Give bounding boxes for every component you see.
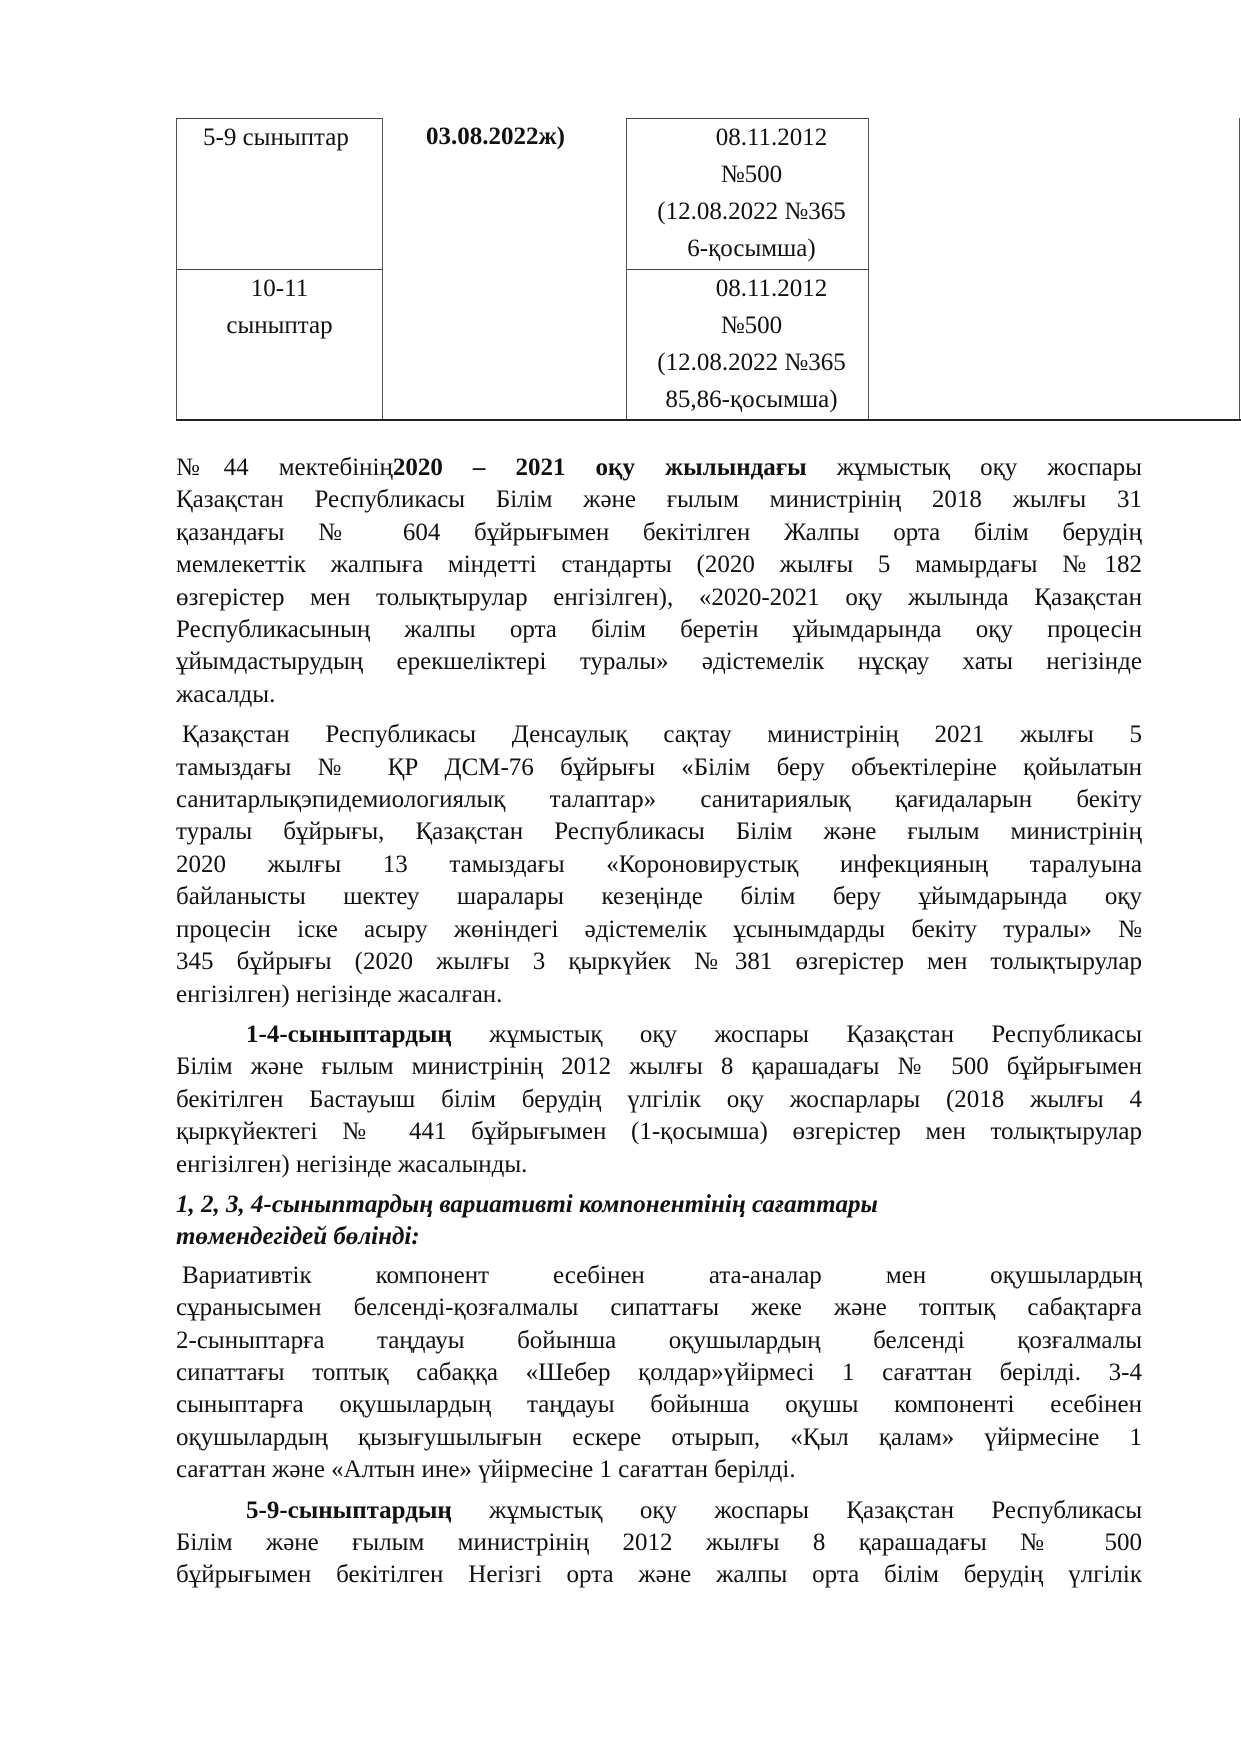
paragraph-health-ministry <box>176 719 1142 1011</box>
heading-line: 1, 2, 3, 4-сыныптардың вариативті компонентінің сағаттары <box>176 1190 878 1218</box>
order-reference <box>627 119 868 267</box>
text-line: Республикасының жалпы орта білім беретін ұйымдарында оқу процесін <box>176 616 1142 644</box>
bold-text: 5-9-сыныптардың <box>246 1496 452 1524</box>
text-line: 345 бұйрығы (2020 жылғы 3 қыркүйек №381 өзгерістер мен толықтырулар <box>176 948 1142 976</box>
text-line: Вариативтік компонент есебінен ата-аналар мен оқушылардың <box>182 1261 1142 1289</box>
text-line: сұранысымен белсенді-қозғалмалы сипаттағы жеке және топтық сабақтарға <box>176 1294 1142 1322</box>
table-bottom-border <box>176 419 1241 421</box>
grade-label <box>177 270 382 344</box>
text-run: №44 мектебінің <box>176 454 393 481</box>
table-cell-empty <box>869 118 1240 420</box>
grade-label: 5-9 сыныптар <box>203 124 349 151</box>
curriculum-table <box>176 118 1240 420</box>
text-line: өзгерістер мен толықтырулар енгізілген), «2020-2021 оқу жылында Қазақстан <box>176 583 1142 611</box>
order-line: 08.11.2012 <box>715 124 828 151</box>
text-line: Білім және ғылым министрінің 2012 жылғы 8 қарашадағы № 500 <box>176 1529 1142 1556</box>
text-line <box>176 1495 1142 1527</box>
text-line: сипаттағы топтық сабаққа «Шебер қолдар»үйірмесі 1 сағаттан берілді. 3-4 <box>176 1358 1142 1386</box>
table-cell-grade-10-11 <box>176 269 383 420</box>
text-line: қыркүйектегі № 441 бұйрығымен (1-қосымша) өзгерістер мен толықтырулар <box>176 1118 1142 1146</box>
document-body <box>176 452 1142 1600</box>
text-line: Білім және ғылым министрінің 2012 жылғы 8 қарашадағы № 500 бұйрығымен <box>176 1053 1142 1081</box>
text-line: жасалды. <box>176 680 276 708</box>
text-line <box>176 452 1142 484</box>
table-cell-grade-5-9 <box>176 118 383 269</box>
order-reference <box>627 270 868 418</box>
text-line: мемлекеттік жалпыға міндетті стандарты (2020 жылғы 5 мамырдағы №182 <box>176 551 1142 579</box>
text-line: енгізілген) негізінде жасалған. <box>176 980 503 1008</box>
date-note: 03.08.2022ж) <box>426 123 565 150</box>
order-line: №500 <box>720 312 783 339</box>
text-line: санитарлықэпидемиологиялық талаптар» санитариялық қағидаларын бекіту <box>176 786 1142 814</box>
paragraph-school-plan <box>176 452 1142 711</box>
text-line: Қазақстан Республикасы Білім және ғылым министрінің 2018 жылғы 31 <box>176 486 1142 514</box>
text-line: 2-сыныптарға таңдауы бойынша оқушылардың белсенді қозғалмалы <box>176 1326 1142 1354</box>
paragraph-grades-5-9 <box>176 1495 1142 1592</box>
text-line: ұйымдастырудың ерекшеліктері туралы» әдістемелік нұсқау хаты негізінде <box>176 648 1142 676</box>
text-line: қазандағы № 604 бұйрығымен бекітілген Жалпы орта білім берудің <box>176 518 1142 546</box>
text-line: Қазақстан Республикасы Денсаулық сақтау министрінің 2021 жылғы 5 <box>182 721 1142 749</box>
grade-line: сыныптар <box>226 312 333 339</box>
order-line: 85,86-қосымша) <box>665 386 838 413</box>
bold-text: 2020 – 2021 оқу жылындағы <box>392 454 807 481</box>
text-line: тамыздағы № ҚР ДСМ-76 бұйрығы «Білім беру объектілеріне қойылатын <box>176 753 1142 781</box>
heading-line: төмендегідей бөлінді: <box>176 1223 420 1251</box>
order-line: 6-қосымша) <box>687 235 816 262</box>
table-cell-date-note <box>383 118 626 420</box>
text-line: байланысты шектеу шаралары кезеңінде білім беру ұйымдарында оқу <box>176 883 1142 911</box>
order-line: (12.08.2022 №365 <box>657 198 846 225</box>
section-heading-variative <box>176 1189 1142 1254</box>
order-line: 08.11.2012 <box>715 275 828 302</box>
paragraph-grades-1-4 <box>176 1019 1142 1181</box>
text-line: сағаттан және «Алтын ине» үйірмесіне 1 сағаттан берілді. <box>176 1456 796 1484</box>
text-line: оқушылардың қызығушылығын ескере отырып, «Қыл қалам» үйірмесіне 1 <box>176 1423 1142 1451</box>
text-line <box>176 1019 1142 1051</box>
text-run: жұмыстық оқу жоспары <box>806 454 1142 481</box>
text-run: жұмыстық оқу жоспары Қазақстан Республикасы <box>451 1496 1142 1524</box>
text-line: 2020 жылғы 13 тамыздағы «Короновирустық инфекцияның таралуына <box>176 850 1142 878</box>
text-run: жұмыстық оқу жоспары Қазақстан Республикасы <box>451 1020 1142 1048</box>
text-line: бұйрығымен бекітілген Негізгі орта және жалпы орта білім берудің үлгілік <box>176 1561 1142 1589</box>
text-line: бекітілген Бастауыш білім берудің үлгілік оқу жоспарлары (2018 жылғы 4 <box>176 1085 1142 1113</box>
grade-line: 10-11 <box>250 275 309 302</box>
table-cell-order-10-11 <box>626 269 869 420</box>
text-line: енгізілген) негізінде жасалынды. <box>176 1150 528 1178</box>
text-line: процесін іске асыру жөніндегі әдістемелік ұсынымдарды бекіту туралы» № <box>176 915 1142 943</box>
order-line: №500 <box>720 161 783 188</box>
text-line: туралы бұйрығы, Қазақстан Республикасы Білім және ғылым министрінің <box>176 818 1142 846</box>
order-line: (12.08.2022 №365 <box>657 349 846 376</box>
text-line: сыныптарға оқушылардың таңдауы бойынша оқушы компоненті есебінен <box>176 1391 1142 1419</box>
paragraph-variative-component <box>176 1260 1142 1487</box>
bold-text: 1-4-сыныптардың <box>246 1020 452 1048</box>
table-cell-order-5-9 <box>626 118 869 269</box>
